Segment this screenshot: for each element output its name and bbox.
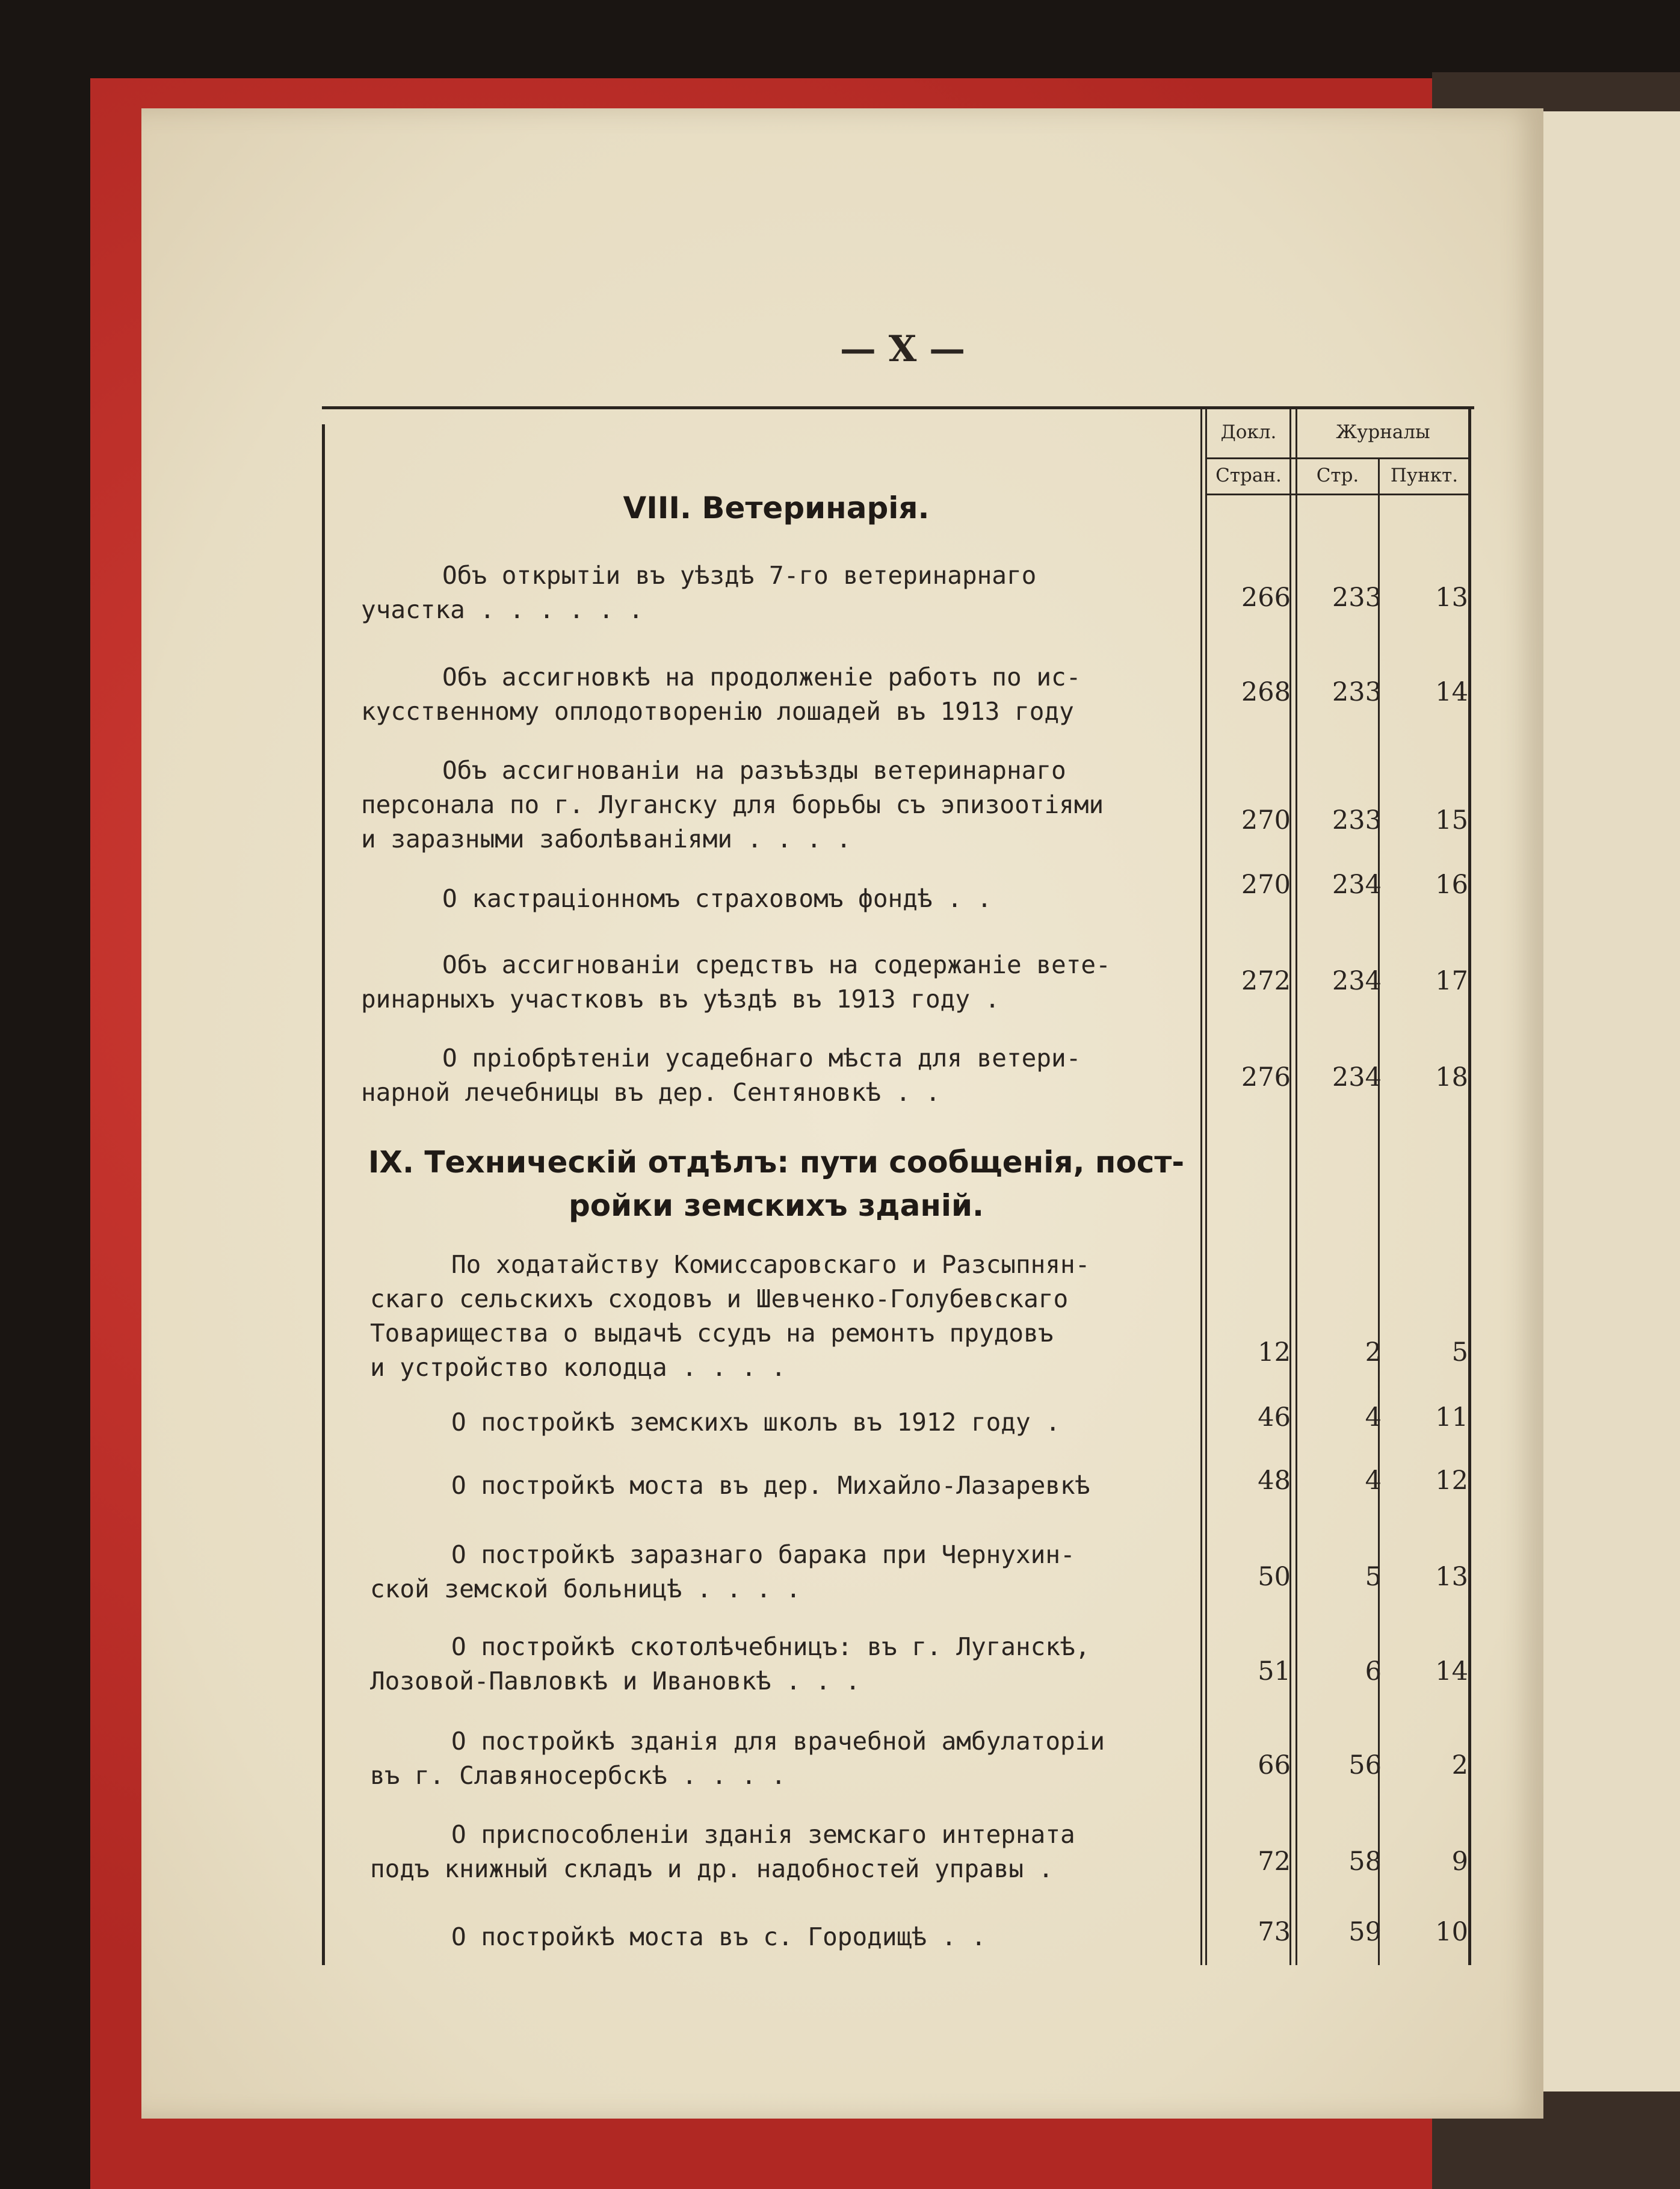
list-item: О постройкѣ моста въ дер. Михайло-Лазаревкѣ: [451, 1471, 1090, 1500]
journal-page: 58: [1348, 1847, 1382, 1877]
table-top-rule: [322, 406, 1474, 409]
header-dokl: Докл.: [1220, 421, 1277, 443]
dokl-page: 266: [1241, 583, 1291, 613]
header-zhurnaly: Журналы: [1336, 421, 1430, 443]
journal-item: 13: [1435, 1562, 1468, 1592]
dokl-page: 73: [1258, 1917, 1291, 1947]
journal-page: 234: [1332, 870, 1382, 900]
section-title-technical: IX. Техническій отдѣлъ: пути сообщенія, пост- ройки земскихъ зданій.: [368, 1145, 1185, 1223]
column-rule-2: [1205, 409, 1207, 1965]
dokl-page: 66: [1258, 1750, 1291, 1780]
list-item: О постройкѣ моста въ с. Городищѣ . .: [451, 1922, 986, 1951]
header-str: Стр.: [1316, 465, 1359, 486]
dokl-page: 50: [1258, 1562, 1291, 1592]
journal-page: 234: [1332, 1062, 1382, 1092]
dokl-page: 46: [1258, 1402, 1291, 1432]
section-title-veterinary: VIII. Ветеринарія.: [623, 491, 930, 525]
list-item: Объ ассигнованіи на разъѣзды ветеринарнаго персонала по г. Луганску для борьбы съ эпизоотіями и заразными заболѣваніями . . . .: [361, 756, 1104, 853]
list-item: О пріобрѣтеніи усадебнаго мѣста для ветери- нарной лечебницы въ дер. Сентяновкѣ . .: [361, 1044, 1081, 1107]
dokl-page: 48: [1258, 1466, 1291, 1496]
journal-page: 4: [1365, 1402, 1382, 1432]
list-item: О кастраціонномъ страховомъ фондѣ . .: [442, 884, 992, 913]
list-item: Объ ассигновкѣ на продолженіе работъ по ис- кусственному оплодотворенію лошадей въ 1913 году: [361, 663, 1081, 726]
page-number: — X —: [839, 328, 966, 370]
header-rule: [1205, 457, 1470, 459]
journal-item: 14: [1435, 1656, 1468, 1686]
journal-page: 233: [1332, 677, 1382, 707]
journal-item: 13: [1435, 583, 1468, 613]
journal-item: 15: [1435, 805, 1468, 835]
table-right-rule: [1468, 409, 1471, 1965]
dokl-page: 12: [1258, 1337, 1291, 1367]
dokl-page: 270: [1241, 805, 1291, 835]
list-item: Объ открытіи въ уѣздѣ 7-го ветеринарнаго участка . . . . . .: [361, 561, 1037, 624]
journal-item: 9: [1451, 1847, 1468, 1877]
facing-page-edge: [1540, 111, 1680, 2091]
journal-item: 5: [1451, 1337, 1468, 1367]
journal-page: 233: [1332, 583, 1382, 613]
column-rule-1: [1200, 409, 1202, 1965]
dokl-page: 272: [1241, 966, 1291, 996]
journal-page: 2: [1365, 1337, 1382, 1367]
journal-item: 14: [1435, 677, 1468, 707]
journal-item: 12: [1435, 1466, 1468, 1496]
journal-page: 6: [1365, 1656, 1382, 1686]
dokl-page: 72: [1258, 1847, 1291, 1877]
dokl-page: 276: [1241, 1062, 1291, 1092]
book-page: [141, 108, 1543, 2119]
journal-item: 11: [1435, 1402, 1468, 1432]
journal-page: 59: [1348, 1917, 1382, 1947]
journal-page: 234: [1332, 966, 1382, 996]
column-rule-3: [1289, 409, 1291, 1965]
list-item: Объ ассигнованіи средствъ на содержаніе вете- ринарныхъ участковъ въ уѣздѣ въ 1913 году .: [361, 950, 1111, 1014]
journal-page: 233: [1332, 805, 1382, 835]
header-stran: Стран.: [1215, 465, 1282, 486]
list-item: О постройкѣ зданія для врачебной амбулаторіи въ г. Славяносербскѣ . . . .: [370, 1727, 1105, 1790]
list-item: О постройкѣ заразнаго барака при Чернухин- ской земской больницѣ . . . .: [370, 1540, 1075, 1603]
header-punkt: Пункт.: [1390, 465, 1459, 486]
journal-page: 4: [1365, 1466, 1382, 1496]
journal-page: 5: [1365, 1562, 1382, 1592]
list-item: О постройкѣ земскихъ школъ въ 1912 году .: [451, 1408, 1061, 1437]
journal-item: 17: [1435, 966, 1468, 996]
dokl-page: 51: [1258, 1656, 1291, 1686]
header-bottom-rule: [1205, 494, 1470, 495]
table-left-rule: [322, 424, 325, 1965]
column-rule-4: [1296, 409, 1297, 1965]
list-item: О постройкѣ скотолѣчебницъ: въ г. Луганскѣ, Лозовой-Павловкѣ и Ивановкѣ . . .: [370, 1632, 1090, 1695]
journal-page: 56: [1348, 1750, 1382, 1780]
dokl-page: 270: [1241, 870, 1291, 900]
list-item: О приспособленіи зданія земскаго интерната подъ книжный складъ и др. надобностей управы .: [370, 1820, 1075, 1883]
journal-item: 18: [1435, 1062, 1468, 1092]
journal-item: 16: [1435, 870, 1468, 900]
dokl-page: 268: [1241, 677, 1291, 707]
journal-item: 10: [1435, 1917, 1468, 1947]
list-item: По ходатайству Комиссаровскаго и Разсыпнян- скаго сельскихъ сходовъ и Шевченко-Голубевскаго Товарищества о выдачѣ ссудъ на ремонтъ прудовъ и устройство колодца . . . .: [370, 1250, 1090, 1382]
journal-item: 2: [1451, 1750, 1468, 1780]
